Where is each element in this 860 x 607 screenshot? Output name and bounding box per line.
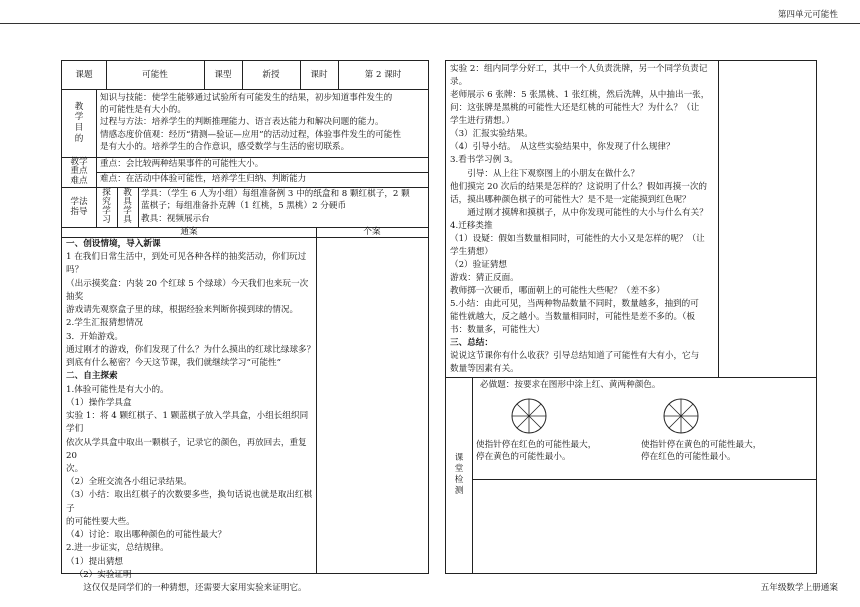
exercise-instruction: 必做题：按要求在图形中涂上红、黄两种颜色。 (480, 380, 661, 390)
class-check-label: 课 堂 检 测 (454, 452, 464, 497)
teaching-process-text: 一、创设情境，导入新课 1 在我们日常生活中，到处可见各种各样的抽奖活动，你们玩过吗？ （出示摸奖盒：内装 20 个红球 5 个绿球）今天我们也来玩一次抽奖 游戏请先观察盒子里的球，根据经验来判断你摸到球的情况。 2.学生汇报猜想情况 3．开始游戏。 通过刚才的游戏，你们发现了什么？为什么摸出的红球比绿球多？ 到底有什么秘密？今天这节课，我们就继续学习“可能性” 二、自主探索 1.体验可能性是有大小的。 （1）操作学具盒 实验 1：将 4 颗红棋子、1 颗蓝棋子放入学具盒，小组长组织同学们 依次从学具盒中取出一颗棋子，记录它的颜色，再放回去，重复 20 次。 （2）全班交流各小组记录结果。 （3）小结：取出红棋子的次数要多些，换句话说也就是取出红棋子 的可能性要大些。 （4）讨论：取出哪种颜色的可能性最大？ 2.进一步证实，总结规律。 （1）提出猜想 （2）实验证明 这仅仅是同学们的一种猜想，还需要大家用实验来证明它。 (66, 239, 316, 594)
header-unit-title: 第四单元可能性 (777, 10, 838, 20)
topic-value: 可能性 (142, 69, 168, 80)
teaching-aids-label: 教 具 学 具 (123, 187, 132, 226)
goals-label: 教 学 目 的 (74, 101, 84, 144)
study-method-label: 学法 指导 (70, 196, 88, 217)
teaching-aids-text: 学具：（学生 6 人为小组）每组准备例 3 中的纸盒和 8 颗红棋子，2 颗 蓝棋子；每组准备扑克牌（1 红桃，5 黑桃）2 分硬币 教具：视频展示台 (141, 189, 410, 224)
header-rule (0, 23, 860, 24)
difficult-point-text: 难点：在活动中体验可能性，培养学生归纳、判断能力 (100, 174, 307, 184)
lesson-type-value: 新授 (262, 69, 280, 80)
section-heading: 三、总结： (450, 338, 493, 349)
spinner-circle-right (661, 396, 701, 436)
exercise-caption-right: 使指针停在黄色的可能性最大， 停在红色的可能性最小。 (641, 440, 762, 463)
topic-label: 课题 (75, 69, 93, 80)
keypoints-label: 教学 重点 难点 (70, 156, 88, 186)
lesson-plan-table-left (61, 60, 429, 594)
footer-textbook-title: 五年级数学上册通案 (760, 583, 838, 593)
section-heading: 一、创设情境，导入新课 (66, 239, 161, 249)
section-heading: 二、自主探索 (66, 371, 118, 382)
individual-plan-header: 个案 (363, 227, 381, 237)
exercise-caption-left: 使指针停在红色的可能性最大， 停在黄色的可能性最小。 (476, 440, 597, 463)
spinner-circle-left (509, 396, 549, 436)
lesson-plan-table-right (445, 60, 817, 574)
lesson-type-label: 课型 (214, 69, 232, 80)
goals-text: 知识与技能：使学生能够通过试验所有可能发生的结果，初步知道事件发生的 的可能性是有大小的。 过程与方法：培养学生的判断推理能力、语言表达能力和解决问题的能力。 情感态度价值观：经历“猜测—验证—应用”的活动过程，体验事件发生的可能性 是有大小的。培养学生的合作意识，感受数学与生活的密切联系。 (100, 93, 401, 152)
period-value: 第 2 课时 (364, 69, 402, 80)
teaching-process-text-continued: 实验 2：组内同学分好工，其中一个人负责洗牌，另一个同学负责记 录。 老师展示 6 张牌：5 张黑桃、1 张红桃，然后洗牌，从中抽出一张， 问：这张牌是黑桃的可能性大还是红桃的可能性大？为什么？（让 学生进行猜想。） （3）汇报实验结果。 （4）引导小结。 从这些实验结果中，你发现了什么规律？ 3.看书学习例 3。 引导：从上往下观察图上的小朋友在做什么？ 他们摸完 20 次后的结果是怎样的？这说明了什么？假如再摸一次的 话，摸出哪种颜色棋子的可能性大？是不是一定能摸到红色呢？ 通过刚才摸牌和摸棋子，从中你发现可能性的大小与什么有关？ 4.迁移类推 （1）设疑：假如当数量相同时，可能性的大小又是怎样的呢？（让 学生猜想） （2）验证猜想 游戏：猜正反面。 教师掷一次硬币，哪面朝上的可能性大些呢？（差不多） 5.小结：由此可见，当两种物品数量不同时，数量越多，抽到的可 能性就越大，反之越小。当数量相同时，可能性是差不多的。（板 书：数量多，可能性大） 三、总结： 说说这节课你有什么收获？引导总结知道了可能性有大有小，它与 数量等因素有关。 (450, 63, 718, 375)
general-plan-header: 通案 (180, 227, 198, 237)
period-label: 课时 (310, 69, 328, 80)
study-method-value: 探 究 学 习 (102, 187, 111, 226)
key-point-text: 重点：会比较两种结果事件的可能性大小。 (100, 159, 264, 169)
